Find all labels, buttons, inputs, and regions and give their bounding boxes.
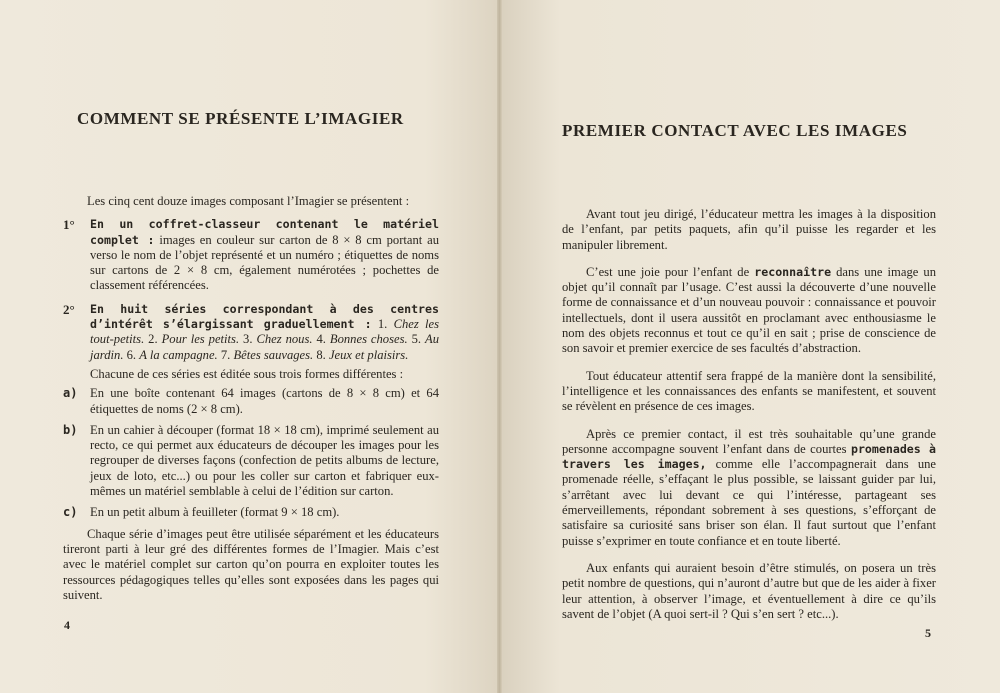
item-body: images en couleur sur carton de 8 × 8 cm portant au verso le nom de l’objet représenté et un numéro ; étiquettes de noms sur cartons de 2 × 8 cm, également numérotées ; pochettes de classement référencées. — [90, 232, 439, 293]
emphasis-promenades: promenades à travers les images, — [562, 441, 936, 472]
series-title: Pour les petits. — [161, 332, 240, 347]
list-item-b: b) En un cahier à découper (format 18 × 18 cm), imprimé seulement au recto, ce qui permet aux éducateurs de découper les images pour les regrouper de diverses façons (confection de petits albums de lecture, jeux de loto, etc...) ou pour les coller sur carton et fabriquer eux-mêmes un matériel semblable à celui de l’édition sur carton. — [63, 422, 439, 499]
series-title: A la campagne. — [139, 347, 218, 362]
page-number: 5 — [925, 626, 931, 640]
left-page-title: COMMENT SE PRÉSENTE L’IMAGIER — [77, 109, 404, 128]
series-title: Chez nous. — [256, 332, 313, 347]
series-title: Au jardin. — [90, 332, 439, 362]
series-title: Chez les tout-petits. — [90, 317, 440, 347]
closing-paragraph: Chaque série d’images peut être utilisée séparément et les éducateurs tireront parti à leur gré des différentes formes de l’Imagier. Mais c’est avec le matériel complet sur carton qu’on pourra en exploiter toutes les ressources pédagogiques telles qu’elles sont exposées dans les pages qui suivent. — [63, 526, 439, 602]
list-marker: a) — [63, 386, 78, 401]
list-marker: b) — [63, 422, 78, 437]
page-number: 4 — [64, 618, 70, 632]
right-page-body — [562, 207, 936, 622]
emphasis-reconnaitre: reconnaître — [754, 264, 832, 279]
list-item-1 — [63, 217, 439, 293]
series-title: Jeux et plaisirs. — [328, 347, 409, 362]
list-item-c: c) En un petit album à feuilleter (format 9 × 18 cm). — [63, 505, 340, 520]
book-gutter — [497, 0, 502, 693]
intro-paragraph: Les cinq cent douze images composant l’Imagier se présentent : — [87, 194, 410, 208]
item-heading: En un coffret-classeur contenant le matériel complet : — [90, 217, 439, 247]
forms-intro: Chacune de ces séries est éditée sous trois formes différentes : — [90, 366, 404, 381]
right-page-title: PREMIER CONTACT AVEC LES IMAGES — [562, 121, 908, 140]
series-title: Bêtes sauvages. — [233, 347, 314, 362]
list-item-2: 2° En huit séries correspondant à des centres d’intérêt s’élargissant graduellement : 1. Chez les tout-petits. 2. Pour les petits. 3. Chez nous. 4. Bonnes choses. 5. Au jardin. 6. A la campagne. 7. Bêtes sauvages. 8. Jeux et plaisirs. — [63, 301, 440, 362]
paragraph-5: Aux enfants qui auraient besoin d’être stimulés, on posera un très petit nombre de questions, qui n’auront d’autre but que de les aider à fixer leur attention, à observer l’image, et éventuellement à dire ce qu’ils savent de l’objet (A quoi sert-il ? Qui s’en sert ? etc...). — [562, 560, 936, 621]
paragraph-1: Avant tout jeu dirigé, l’éducateur mettra les images à la disposition de l’enfant, par petits paquets, afin qu’il puisse les regarder et les manipuler librement. — [562, 207, 936, 252]
list-marker: 2° — [63, 301, 75, 317]
paragraph-3: Tout éducateur attentif sera frappé de la manière dont la sensibilité, l’intelligence et les connaissances des enfants se manifestent, et souvent se révèlent en présence de ces images. — [562, 368, 936, 414]
paragraph-4: Après ce premier contact, il est très souhaitable qu’une grande personne accompagne souvent l’enfant dans de courtes promenades à travers les images, comme elle l’accompagnerait dans une promenade réelle, s’effaçant le plus possible, se laissant guider par lui, s’arrêtant avec lui devant ce qui l’intéresse, partageant ses émerveillements, répondant sobrement à ses questions, s’efforçant de satisfaire sa curiosité sans briser son élan. Il faut surtout que l’enfant puisse s’exprimer en toute confiance et en toute liberté. — [562, 426, 936, 548]
left-page-body — [63, 194, 439, 603]
list-item-a: a) En une boîte contenant 64 images (cartons de 8 × 8 cm) et 64 étiquettes de noms (2 × 8 cm). — [63, 386, 439, 416]
list-marker: 1° — [63, 217, 75, 233]
paragraph-2: C’est une joie pour l’enfant de reconnaître dans une image un objet qu’il connaît par l’usage. C’est aussi la découverte d’une nouvelle forme de connaissance et d’un nouveau pouvoir : connaissance et pouvoir intellectuels, dont il usera aussitôt en proclamant avec enthousiasme le nom des objets reconnus et tout ce qu’il en sait ; prise de conscience de son savoir et premier exercice de ses facultés d’abstraction. — [562, 264, 936, 356]
item-heading: En huit séries correspondant à des centres d’intérêt s’élargissant graduellement : — [90, 301, 439, 332]
list-marker: c) — [63, 505, 78, 520]
series-title: Bonnes choses. — [329, 332, 408, 347]
right-page — [500, 0, 1000, 693]
